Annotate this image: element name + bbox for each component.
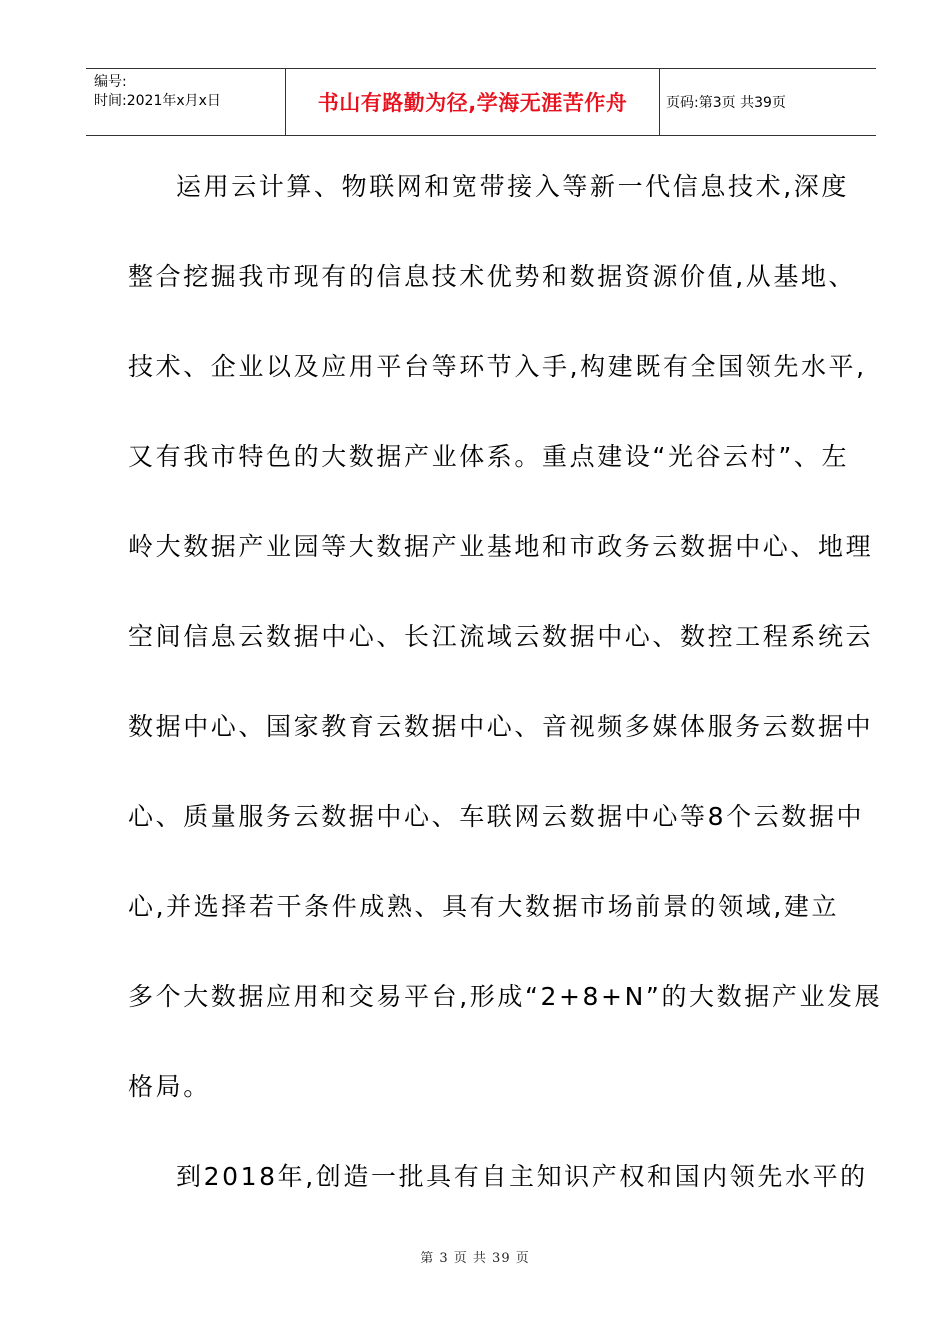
body-line: 心,并选择若干条件成熟、具有大数据市场前景的领域,建立 xyxy=(128,892,840,921)
body-line: 数据中心、国家教育云数据中心、音视频多媒体服务云数据中 xyxy=(128,712,874,741)
body-line: 又有我市特色的大数据产业体系。重点建设“光谷云村”、左 xyxy=(128,442,850,471)
body-line: 到2018年,创造一批具有自主知识产权和国内领先水平的 xyxy=(176,1162,868,1191)
header-page-cell xyxy=(660,69,876,135)
body-line: 格局。 xyxy=(128,1072,211,1101)
header-meta-cell xyxy=(86,69,286,135)
header-motto: 书山有路勤为径,学海无涯苦作舟 xyxy=(317,91,628,115)
header-motto-cell xyxy=(286,69,660,135)
body-line: 心、质量服务云数据中心、车联网云数据中心等8个云数据中 xyxy=(128,802,865,831)
body-line: 整合挖掘我市现有的信息技术优势和数据资源价值,从基地、 xyxy=(128,262,857,291)
document-body xyxy=(128,162,883,1242)
body-line: 技术、企业以及应用平台等环节入手,构建既有全国领先水平, xyxy=(128,352,867,381)
page-header xyxy=(86,68,876,136)
body-line: 多个大数据应用和交易平台,形成“2+8+N”的大数据产业发展 xyxy=(128,982,883,1011)
document-time-label: 时间:2021年x月x日 xyxy=(94,93,221,109)
body-line: 岭大数据产业园等大数据产业基地和市政务云数据中心、地理 xyxy=(128,532,874,561)
page-footer: 第 3 页 共 39 页 xyxy=(420,1251,530,1266)
header-page-number: 页码:第3页 共39页 xyxy=(666,95,786,111)
body-line: 运用云计算、物联网和宽带接入等新一代信息技术,深度 xyxy=(176,172,849,201)
document-number-label: 编号: xyxy=(94,74,127,90)
body-line: 空间信息云数据中心、长江流域云数据中心、数控工程系统云 xyxy=(128,622,874,651)
